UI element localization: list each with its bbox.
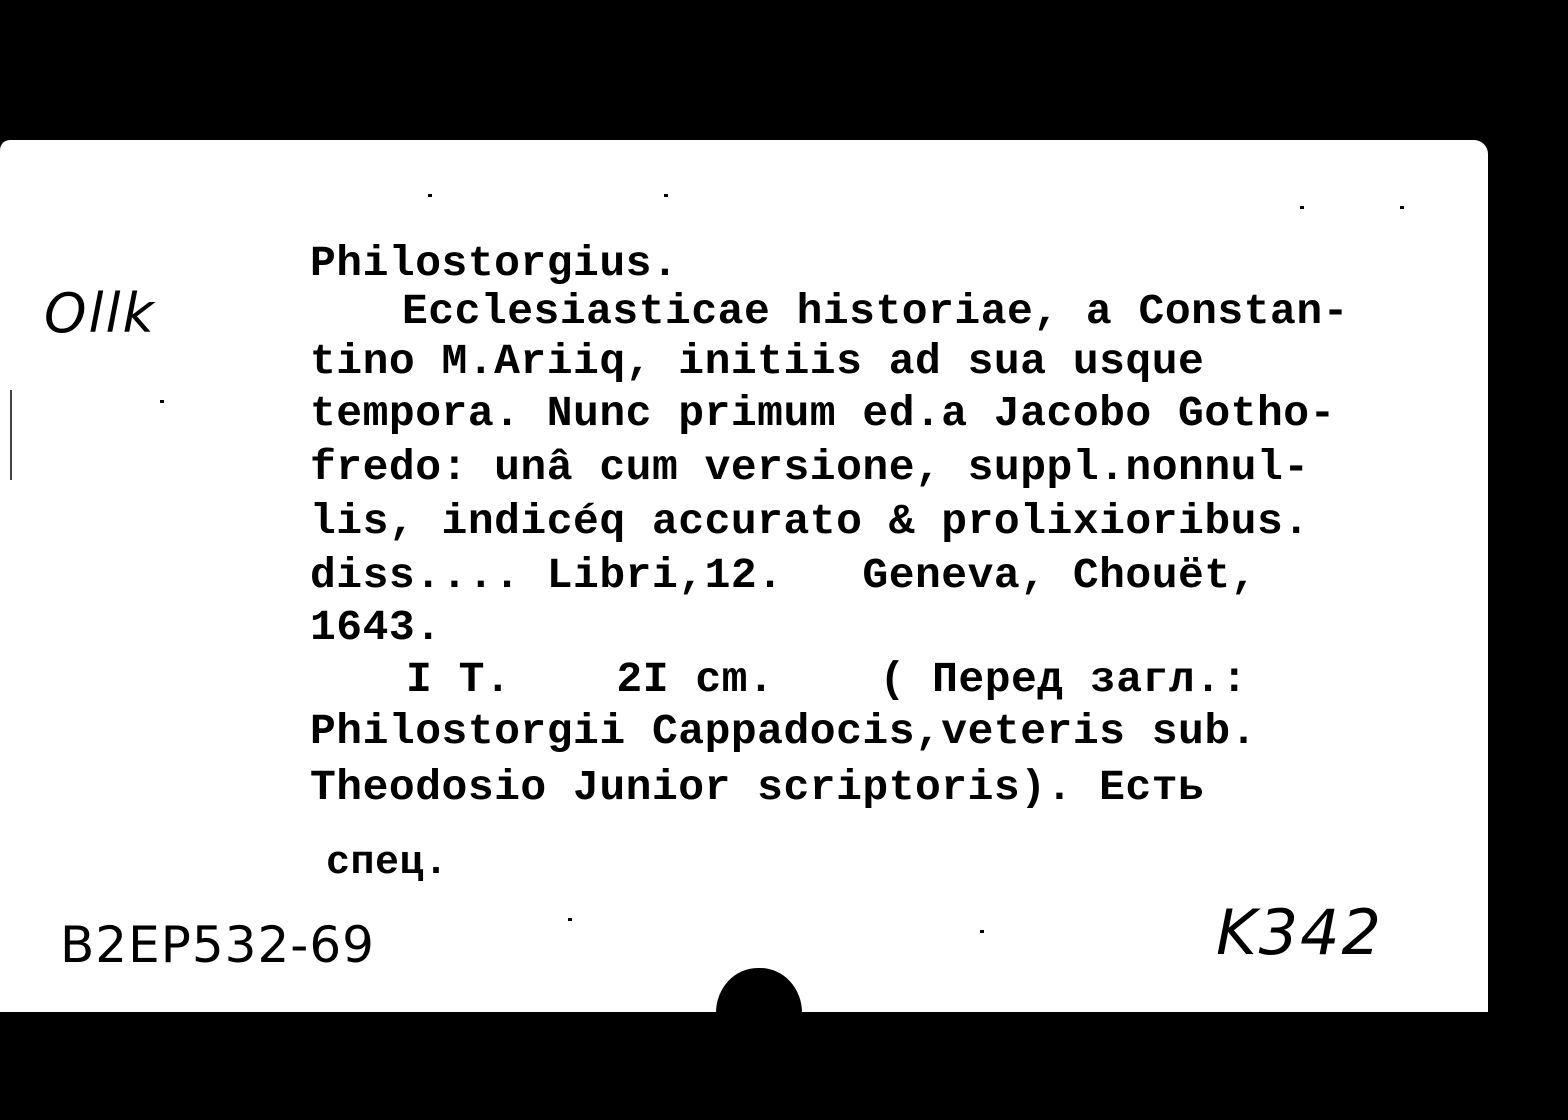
body-line-4: fredo: unâ cum versione, suppl.nonnul- bbox=[310, 443, 1310, 492]
catalog-card bbox=[0, 140, 1488, 1012]
note-line-1: I T. 2I cm. ( Перед загл.: bbox=[406, 655, 1248, 704]
shelfmark-handwritten: Ollk bbox=[44, 282, 156, 345]
body-line-6: diss.... Libri,12. Geneva, Chouët, bbox=[310, 551, 1257, 600]
code-handwritten: K342 bbox=[1216, 896, 1383, 969]
note-line-2: Philostorgii Cappadocis,veteris sub. bbox=[310, 707, 1257, 756]
speck bbox=[1300, 206, 1304, 209]
author-heading: Philostorgius. bbox=[310, 239, 679, 288]
speck bbox=[980, 930, 984, 933]
speck bbox=[664, 194, 668, 197]
speck bbox=[160, 400, 164, 403]
inventory-number-handwritten: B2EP532-69 bbox=[60, 916, 375, 974]
body-line-2: tino M.Ariiq, initiis ad sua usque bbox=[310, 337, 1205, 386]
body-line-7: 1643. bbox=[310, 603, 442, 652]
note-line-4: спец. bbox=[326, 841, 449, 886]
speck bbox=[1400, 206, 1404, 209]
card-edge-mark bbox=[10, 390, 12, 480]
body-line-3: tempora. Nunc primum ed.a Jacobo Gotho- bbox=[310, 389, 1336, 438]
body-line-5: lis, indicéq accurato & prolixioribus. bbox=[310, 497, 1310, 546]
punch-hole bbox=[716, 968, 802, 1064]
body-line-1: Ecclesiasticae historiae, a Constan- bbox=[402, 287, 1349, 336]
note-line-3: Theodosio Junior scriptoris). Есть bbox=[310, 763, 1205, 812]
speck bbox=[568, 918, 572, 921]
speck bbox=[428, 194, 432, 197]
